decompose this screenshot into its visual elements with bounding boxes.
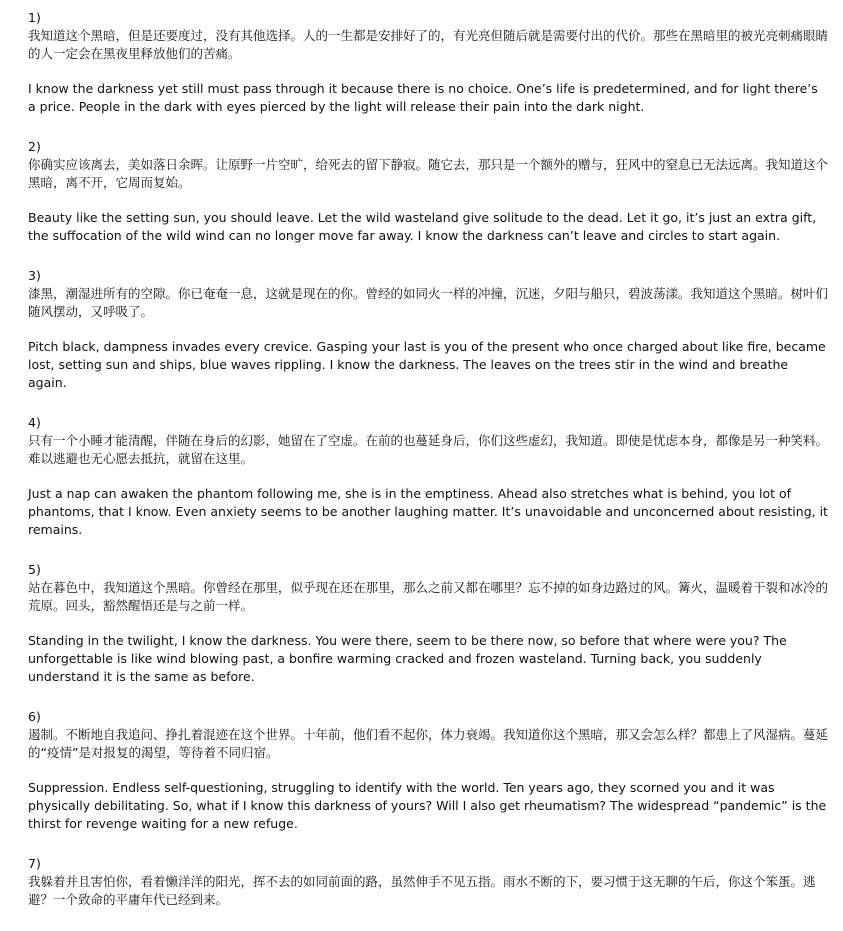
document-body	[28, 9, 828, 931]
chinese-text: 站在暮色中，我知道这个黑暗。你曾经在那里，似乎现在还在那里，那么之前又都在哪里？忘不掉的如身边路过的风。篝火，温暖着干裂和冰冷的荒原。回头，豁然醒悟还是与之前一样。	[28, 580, 829, 613]
stanza-2	[28, 138, 828, 245]
chinese-text: 我躲着并且害怕你，看着懒洋洋的阳光，挥不去的如同前面的路，虽然伸手不见五指。雨水不断的下，要习惯于这无聊的午后，你这个笨蛋。逃避？一个致命的平庸年代已经到来。	[28, 874, 816, 907]
stanza-1	[28, 9, 828, 116]
stanza-4	[28, 414, 828, 539]
stanza-number: 1)	[28, 10, 41, 25]
english-text: Just a nap can awaken the phantom following me, she is in the emptiness. Ahead also stretches what is behind, you lot of phantoms, that I know. Even anxiety seems to be another laughing matter. It’s unavoidable and unconcerned about resisting, it remains.	[28, 486, 828, 537]
english-text: I know the darkness yet still must pass through it because there is no choice. One’s life is predetermined, and for light there’s a price. People in the dark with eyes pierced by the light will release their pain into the dark night.	[28, 81, 818, 114]
stanza-number: 5)	[28, 562, 41, 577]
stanza-number: 2)	[28, 139, 41, 154]
chinese-text: 漆黑，潮湿进所有的空隙。你已奄奄一息，这就是现在的你。曾经的如同火一样的冲撞，沉迷，夕阳与船只，碧波荡漾。我知道这个黑暗。树叶们随风摆动，又呼吸了。	[28, 286, 829, 319]
english-text: Pitch black, dampness invades every crevice. Gasping your last is you of the present who once charged about like fire, became lost, setting sun and ships, blue waves rippling. I know the darkness. The leaves on the trees stir in the wind and breathe again.	[28, 339, 826, 390]
stanza-number: 6)	[28, 709, 41, 724]
english-text: Standing in the twilight, I know the darkness. You were there, seem to be there now, so before that where were you? The unforgettable is like wind blowing past, a bonfire warming cracked and frozen wasteland. Turning back, you suddenly understand it is the same as before.	[28, 633, 787, 684]
stanza-number: 7)	[28, 856, 41, 871]
chinese-text: 遏制。不断地自我追问、挣扎着混迹在这个世界。十年前，他们看不起你，体力衰竭。我知道你这个黑暗，那又会怎么样？都患上了风湿病。蔓延的“疫情”是对报复的渴望，等待着不同归宿。	[28, 727, 829, 760]
stanza-3	[28, 267, 828, 392]
english-text: Beauty like the setting sun, you should leave. Let the wild wasteland give solitude to the dead. Let it go, it’s just an extra gift, the suffocation of the wild wind can no longer move far away. I know the darkness can’t leave and circles to start again.	[28, 210, 817, 243]
chinese-text: 我知道这个黑暗，但是还要度过，没有其他选择。人的一生都是安排好了的，有光亮但随后就是需要付出的代价。那些在黑暗里的被光亮刺痛眼睛的人一定会在黑夜里释放他们的苦痛。	[28, 28, 829, 61]
stanza-number: 3)	[28, 268, 41, 283]
chinese-text: 你确实应该离去，美如落日余晖。让原野一片空旷，给死去的留下静寂。随它去，那只是一个额外的赠与，狂风中的窒息已无法远离。我知道这个黑暗，离不开，它周而复始。	[28, 157, 829, 190]
chinese-text: 只有一个小睡才能清醒，伴随在身后的幻影，她留在了空虚。在前的也蔓延身后，你们这些虚幻，我知道。即使是忧虑本身，都像是另一种笑料。难以逃避也无心愿去抵抗，就留在这里。	[28, 433, 829, 466]
stanza-7	[28, 855, 828, 909]
english-text: Suppression. Endless self-questioning, struggling to identify with the world. Ten years ago, they scorned you and it was physically debilitating. So, what if I know this darkness of yours? Will I also get rheumatism? The widespread “pandemic” is the thirst for revenge waiting for a new refuge.	[28, 780, 827, 831]
stanza-5	[28, 561, 828, 686]
stanza-number: 4)	[28, 415, 41, 430]
stanza-6	[28, 708, 828, 833]
